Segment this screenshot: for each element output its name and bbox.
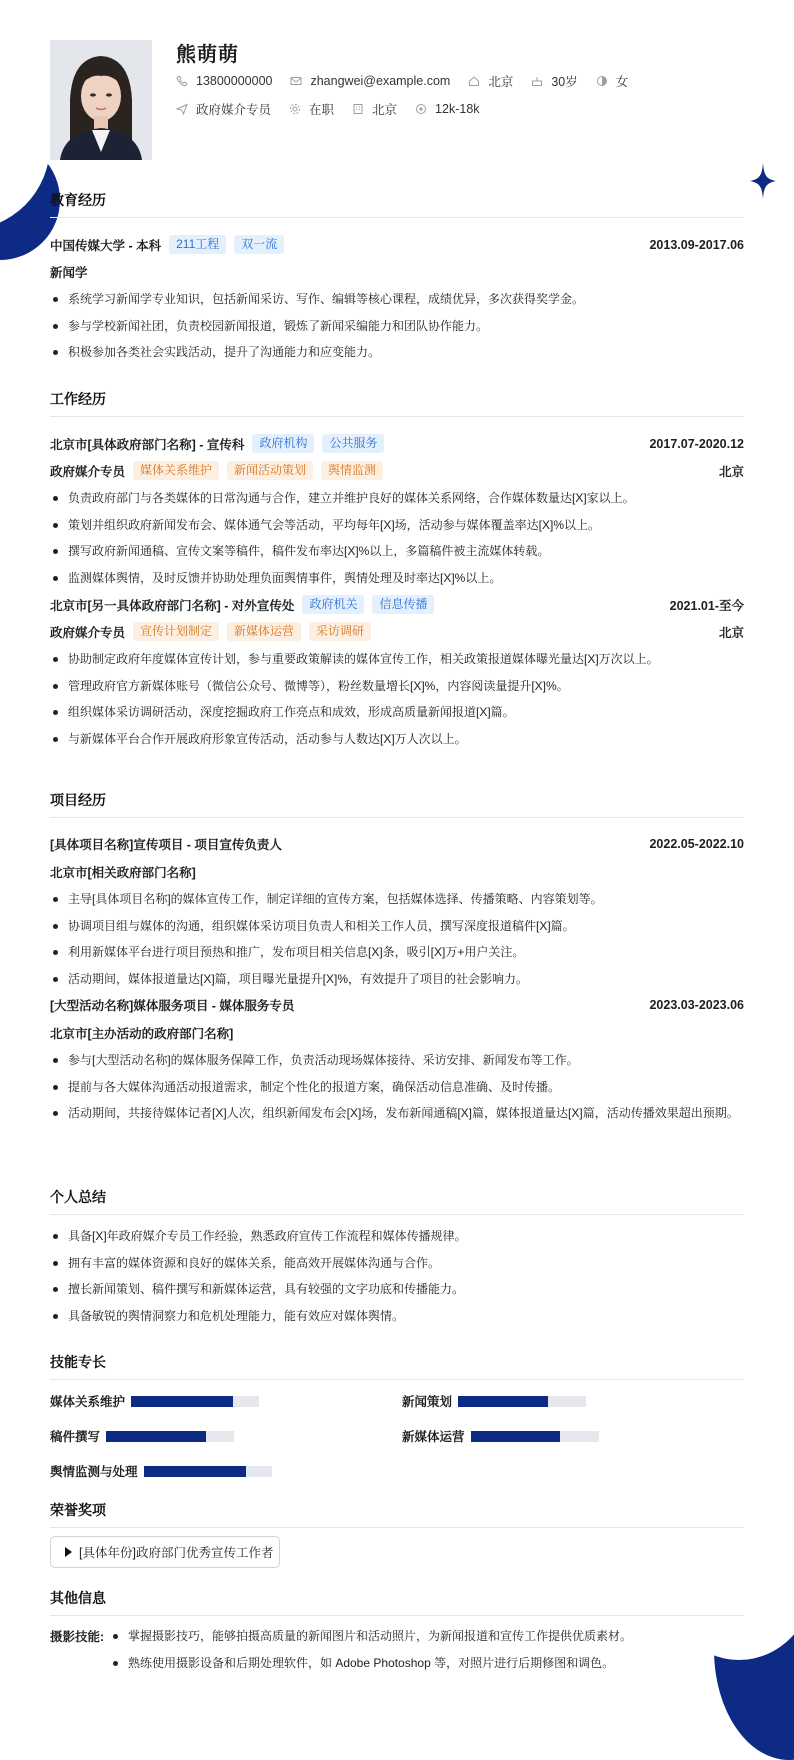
list-item: 提前与各大媒体沟通活动报道需求，制定个性化的报道方案，确保活动信息准确、及时传播。: [50, 1078, 744, 1096]
city-item: [352, 100, 397, 118]
list-item: 监测媒体舆情，及时反馈并协助处理负面舆情事件，舆情处理及时率达[X]%以上。: [50, 569, 744, 587]
summary-bullets: [50, 1227, 744, 1325]
phone-item: [176, 74, 272, 88]
list-item: 策划并组织政府新闻发布会、媒体通气会等活动，平均每年[X]场，活动参与媒体覆盖率达[X]%以上。: [50, 516, 744, 534]
project-date: 2023.03-2023.06: [649, 998, 744, 1012]
role-tag: 舆情监测: [321, 461, 383, 480]
skill-name: 媒体关系维护: [50, 1395, 126, 1409]
list-item: 系统学习新闻学专业知识，包括新闻采访、写作、编辑等核心课程，成绩优异，多次获得奖学金。: [50, 290, 744, 308]
candidate-name: 熊萌萌: [176, 44, 239, 66]
sparkle-icon: [750, 163, 776, 199]
position-item: [176, 100, 271, 118]
cake-icon: [531, 75, 543, 87]
list-item: 负责政府部门与各类媒体的日常沟通与合作，建立并维护良好的媒体关系网络，合作媒体数量达[X]家以上。: [50, 489, 744, 507]
role-tag: 采访调研: [309, 622, 371, 641]
home-icon: [468, 75, 480, 87]
award-item: [50, 1536, 280, 1568]
job-city: 北京: [718, 625, 744, 640]
project-head: [50, 835, 744, 853]
mail-icon: [290, 75, 302, 87]
salary-text: 12k-18k: [435, 102, 480, 116]
position-text: 政府媒介专员: [196, 103, 272, 117]
skill-name: 新闻策划: [402, 1395, 453, 1409]
job-bullets: [50, 489, 744, 587]
section-title: 技能专长: [50, 1352, 744, 1380]
skill-bar-fill: [458, 1396, 548, 1407]
skill-bar: [458, 1396, 586, 1407]
contact-row: [176, 72, 646, 90]
list-item: 利用新媒体平台进行项目预热和推广，发布项目相关信息[X]条，吸引[X]万+用户关注。: [50, 943, 744, 961]
triangle-icon: [65, 1547, 72, 1557]
skill-bar-fill: [131, 1396, 233, 1407]
list-item: 拥有丰富的媒体资源和良好的媒体关系，能高效开展媒体沟通与合作。: [50, 1254, 744, 1272]
org-tag: 信息传播: [372, 595, 434, 614]
summary-section: [50, 1187, 744, 1333]
section-title: 工作经历: [50, 389, 744, 417]
education-head: [50, 235, 744, 254]
phone-text: 13800000000: [196, 74, 273, 88]
list-item: 活动期间，媒体报道量达[X]篇，项目曝光量提升[X]%，有效提升了项目的社会影响力。: [50, 970, 744, 988]
role-tag: 宣传计划制定: [133, 622, 219, 641]
skill-item: [50, 1427, 234, 1445]
project-date: 2022.05-2022.10: [649, 837, 744, 851]
education-section: [50, 190, 744, 370]
org-tag: 政府机关: [302, 595, 364, 614]
skill-bar-fill: [144, 1466, 246, 1477]
awards-section: [50, 1500, 744, 1528]
job-org: 北京市[具体政府部门名称] - 宣传科: [50, 437, 245, 452]
list-item: 活动期间，共接待媒体记者[X]人次，组织新闻发布会[X]场，发布新闻通稿[X]篇，媒体报道量达[X]篇，活动传播效果超出预期。: [50, 1104, 744, 1122]
section-title: 教育经历: [50, 190, 744, 218]
skill-item: [402, 1427, 599, 1445]
job-org: 北京市[另一具体政府部门名称] - 对外宣传处: [50, 598, 295, 613]
other-bullets-wrap: [110, 1627, 730, 1680]
email-text: zhangwei@example.com: [310, 74, 451, 88]
section-title: 其他信息: [50, 1588, 744, 1616]
gender-icon: [596, 75, 608, 87]
job-role-row: [50, 461, 744, 480]
location-text: 北京: [488, 75, 514, 89]
job-role: 政府媒介专员: [50, 464, 126, 479]
project-org: 北京市[相关政府部门名称]: [50, 866, 196, 880]
list-item: 管理政府官方新媒体账号（微信公众号、微博等），粉丝数量增长[X]%，内容阅读量提升[X]%。: [50, 677, 744, 695]
job-intent-row: [176, 100, 498, 118]
major-name: 新闻学: [50, 266, 88, 280]
list-item: 具备[X]年政府媒介专员工作经验，熟悉政府宣传工作流程和媒体传播规律。: [50, 1227, 744, 1245]
list-item: 与新媒体平台合作开展政府形象宣传活动，活动参与人数达[X]万人次以上。: [50, 730, 744, 748]
skill-name: 稿件撰写: [50, 1430, 101, 1444]
job-date: 2017.07-2020.12: [649, 436, 744, 451]
org-tag: 公共服务: [322, 434, 384, 453]
skill-item: [50, 1462, 272, 1480]
work-section: [50, 389, 744, 756]
project-name: [大型活动名称]媒体服务项目 - 媒体服务专员: [50, 999, 295, 1013]
email-item: [290, 74, 450, 88]
org-tag: 政府机构: [252, 434, 314, 453]
list-item: 参与学校新闻社团，负责校园新闻报道，锻炼了新闻采编能力和团队协作能力。: [50, 317, 744, 335]
other-label: 摄影技能:: [50, 1630, 105, 1644]
project-head: [50, 996, 744, 1014]
skill-bar-fill: [106, 1431, 206, 1442]
education-bullets: [50, 290, 744, 361]
award-text: [具体年份]政府部门优秀宣传工作者: [79, 1546, 274, 1560]
project-org: 北京市[主办活动的政府部门名称]: [50, 1027, 234, 1041]
list-item: 擅长新闻策划、稿件撰写和新媒体运营，具有较强的文字功底和传播能力。: [50, 1280, 744, 1298]
list-item: 积极参加各类社会实践活动，提升了沟通能力和应变能力。: [50, 343, 744, 361]
job-head: [50, 434, 744, 453]
section-title: 项目经历: [50, 790, 744, 818]
status-text: 在职: [309, 103, 335, 117]
section-title: 荣誉奖项: [50, 1500, 744, 1528]
other-section: [50, 1588, 744, 1616]
school-name: 中国传媒大学 - 本科: [50, 238, 162, 253]
skills-section: [50, 1352, 744, 1380]
skill-name: 舆情监测与处理: [50, 1465, 138, 1479]
age-text: 30岁: [551, 75, 578, 89]
location-item: [468, 72, 513, 90]
school-tag: 双一流: [234, 235, 284, 254]
skill-bar: [106, 1431, 234, 1442]
project-bullets: [50, 890, 744, 988]
projects-section: [50, 790, 744, 1131]
building-icon: [352, 103, 364, 115]
list-item: 组织媒体采访调研活动，深度挖掘政府工作亮点和成效，形成高质量新闻报道[X]篇。: [50, 703, 744, 721]
job-city: 北京: [718, 464, 744, 479]
list-item: 参与[大型活动名称]的媒体服务保障工作，负责活动现场媒体接待、采访安排、新闻发布等工作。: [50, 1051, 744, 1069]
section-title: 个人总结: [50, 1187, 744, 1215]
avatar: [50, 40, 152, 160]
status-item: [289, 100, 334, 118]
project-name: [具体项目名称]宣传项目 - 项目宣传负责人: [50, 838, 282, 852]
list-item: 协助制定政府年度媒体宣传计划，参与重要政策解读的媒体宣传工作，相关政策报道媒体曝光量达[X]万次以上。: [50, 650, 744, 668]
list-item: 撰写政府新闻通稿、宣传文案等稿件，稿件发布率达[X]%以上，多篇稿件被主流媒体转载。: [50, 542, 744, 560]
gender-text: 女: [615, 75, 629, 89]
age-item: [531, 72, 577, 90]
skill-bar: [471, 1431, 599, 1442]
send-icon: [176, 103, 188, 115]
gear-icon: [289, 103, 301, 115]
list-item: 具备敏锐的舆情洞察力和危机处理能力，能有效应对媒体舆情。: [50, 1307, 744, 1325]
skill-item: [402, 1392, 586, 1410]
job-role-row: [50, 622, 744, 641]
project-bullets: [50, 1051, 744, 1122]
skill-item: [50, 1392, 259, 1410]
phone-icon: [176, 75, 188, 87]
job-date: 2021.01-至今: [669, 598, 744, 613]
education-date: 2013.09-2017.06: [649, 237, 744, 252]
skill-name: 新媒体运营: [402, 1430, 465, 1444]
role-tag: 新闻活动策划: [227, 461, 313, 480]
skill-bar: [131, 1396, 259, 1407]
list-item: 协调项目组与媒体的沟通，组织媒体采访项目负责人和相关工作人员，撰写深度报道稿件[X]篇。: [50, 917, 744, 935]
city-text: 北京: [372, 103, 398, 117]
other-bullets: [110, 1627, 730, 1672]
list-item: 主导[具体项目名称]的媒体宣传工作，制定详细的宣传方案，包括媒体选择、传播策略、内容策划等。: [50, 890, 744, 908]
salary-item: [415, 102, 479, 116]
list-item: 掌握摄影技巧，能够拍摄高质量的新闻图片和活动照片，为新闻报道和宣传工作提供优质素材。: [110, 1627, 730, 1645]
role-tag: 媒体关系维护: [133, 461, 219, 480]
school-tag: 211工程: [169, 235, 226, 254]
list-item: 熟练使用摄影设备和后期处理软件，如 Adobe Photoshop 等，对照片进行后期修图和调色。: [110, 1654, 730, 1672]
role-tag: 新媒体运营: [227, 622, 301, 641]
skill-bar: [144, 1466, 272, 1477]
job-bullets: [50, 650, 744, 748]
coin-icon: [415, 103, 427, 115]
job-head: [50, 595, 744, 614]
job-role: 政府媒介专员: [50, 625, 126, 640]
skill-bar-fill: [471, 1431, 561, 1442]
gender-item: [596, 72, 629, 90]
